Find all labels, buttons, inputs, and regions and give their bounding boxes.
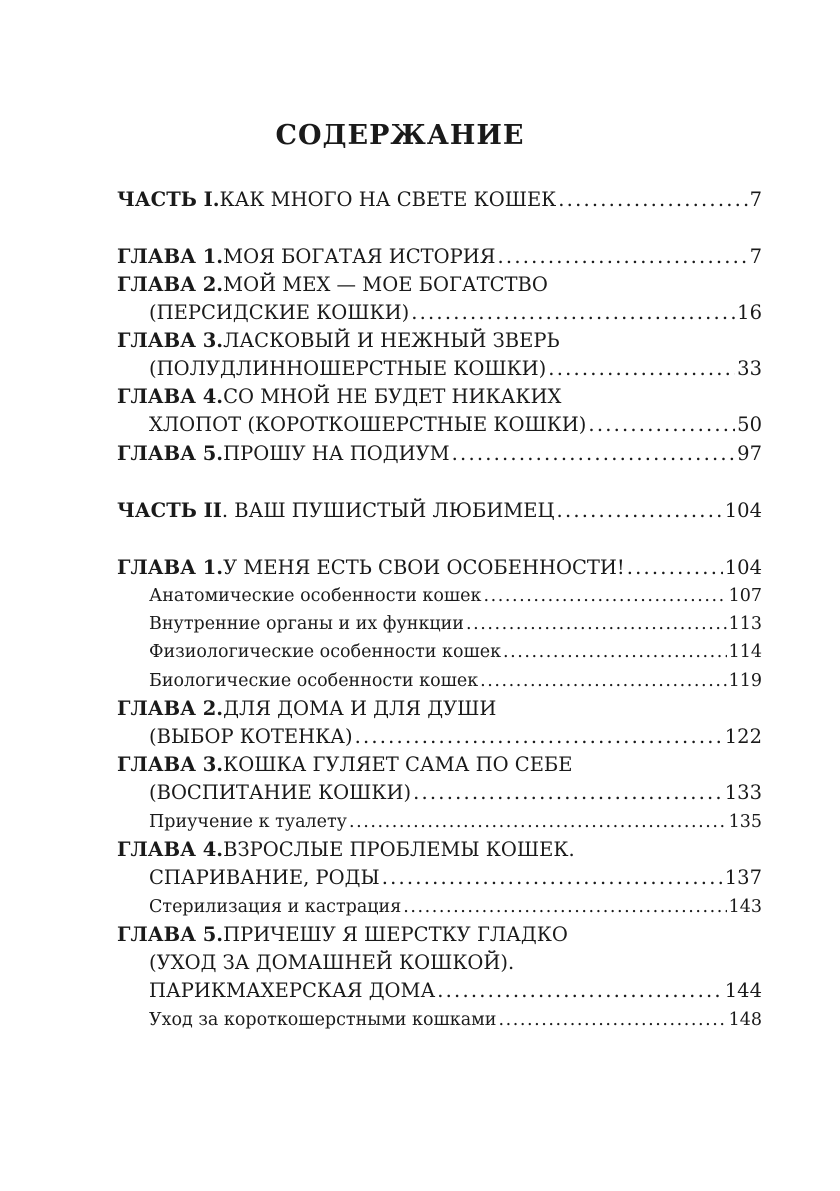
dot-leader (627, 554, 723, 582)
toc-chapter-2-3-cont[interactable] (149, 779, 762, 807)
toc-part-1[interactable] (117, 186, 762, 214)
dot-leader (413, 779, 723, 807)
dot-leader (349, 808, 727, 836)
toc-page-number: 119 (728, 671, 762, 691)
toc-chapter-2-5-cont[interactable] (149, 977, 762, 1005)
toc-text: ЛАСКОВЫЙ И НЕЖНЫЙ ЗВЕРЬ (223, 329, 560, 352)
toc-subsection[interactable] (149, 1006, 762, 1034)
toc-chapter-1-3-cont[interactable] (149, 355, 762, 383)
toc-page-number: 135 (728, 812, 762, 832)
toc-text: КОШКА ГУЛЯЕТ САМА ПО СЕБЕ (223, 753, 573, 776)
toc-page-number: 7 (749, 188, 762, 211)
toc-chapter-2-4-cont[interactable] (149, 864, 762, 892)
toc-text: (УХОД ЗА ДОМАШНЕЙ КОШКОЙ). (149, 951, 515, 974)
toc-text: ПРИЧЕШУ Я ШЕРСТКУ ГЛАДКО (223, 923, 568, 946)
toc-text: Биологические особенности кошек (149, 671, 479, 691)
toc-text: СО МНОЙ НЕ БУДЕТ НИКАКИХ (223, 385, 562, 408)
toc-label: ГЛАВА 1. (117, 245, 224, 268)
toc-chapter-2-2-cont[interactable] (149, 723, 762, 751)
toc-chapter-1-4-cont[interactable] (149, 411, 762, 439)
toc-subsection[interactable] (149, 893, 762, 921)
toc-chapter-1-2[interactable] (117, 271, 762, 299)
dot-leader (548, 355, 735, 383)
table-of-contents (117, 0, 762, 1191)
toc-text: МОЙ МЕХ — МОЕ БОГАТСТВО (223, 273, 548, 296)
dot-leader (498, 243, 748, 271)
toc-page-number: 97 (737, 442, 762, 465)
dot-leader (355, 723, 723, 751)
toc-page-number: 104 (724, 556, 762, 579)
toc-label: ГЛАВА 5. (117, 923, 224, 946)
dot-leader (411, 299, 735, 327)
dot-leader (437, 977, 723, 1005)
toc-subsection[interactable] (149, 610, 762, 638)
toc-text: ПАРИКМАХЕРСКАЯ ДОМА (149, 979, 436, 1002)
toc-text: ДЛЯ ДОМА И ДЛЯ ДУШИ (223, 697, 497, 720)
toc-text: ВЗРОСЛЫЕ ПРОБЛЕМЫ КОШЕК. (223, 838, 575, 861)
toc-label: ГЛАВА 2. (117, 273, 224, 296)
toc-label: ГЛАВА 3. (117, 753, 224, 776)
toc-chapter-1-1[interactable] (117, 243, 762, 271)
toc-subsection[interactable] (149, 582, 762, 610)
toc-text: . ВАШ ПУШИСТЫЙ ЛЮБИМЕЦ (221, 499, 555, 522)
toc-text: Приучение к туалету (149, 812, 347, 832)
toc-subsection[interactable] (149, 638, 762, 666)
toc-label: ГЛАВА 4. (117, 385, 224, 408)
toc-text: (ВЫБОР КОТЕНКА) (149, 725, 353, 748)
toc-text: Анатомические особенности кошек (149, 586, 482, 606)
dot-leader (403, 893, 726, 921)
toc-chapter-2-5[interactable] (117, 921, 762, 949)
toc-page-number: 33 (737, 357, 762, 380)
toc-text: СПАРИВАНИЕ, РОДЫ (149, 866, 380, 889)
toc-page-number: 7 (749, 245, 762, 268)
toc-label: ЧАСТЬ II (117, 499, 222, 522)
toc-text: ПРОШУ НА ПОДИУМ (223, 442, 450, 465)
toc-chapter-2-1[interactable] (117, 554, 762, 582)
toc-chapter-2-4[interactable] (117, 836, 762, 864)
toc-text: Внутренние органы и их функции (149, 614, 464, 634)
dot-leader (503, 638, 727, 666)
dot-leader (498, 1006, 726, 1034)
dot-leader (466, 610, 727, 638)
dot-leader (480, 667, 726, 695)
toc-label: ГЛАВА 3. (117, 329, 224, 352)
toc-page-number: 122 (724, 725, 762, 748)
toc-page-number: 113 (728, 614, 762, 634)
dot-leader (382, 864, 723, 892)
toc-page-number: 133 (724, 781, 762, 804)
toc-text: ХЛОПОТ (КОРОТКОШЕРСТНЫЕ КОШКИ) (149, 413, 587, 436)
toc-text: Физиологические особенности кошек (149, 642, 502, 662)
toc-label: ГЛАВА 1. (117, 556, 224, 579)
toc-text: Стерилизация и кастрация (149, 897, 402, 917)
toc-text: Уход за короткошерстными кошками (149, 1010, 497, 1030)
toc-label: ГЛАВА 4. (117, 838, 224, 861)
dot-leader (558, 186, 747, 214)
toc-text: (ПОЛУДЛИННОШЕРСТНЫЕ КОШКИ) (149, 357, 547, 380)
toc-chapter-1-3[interactable] (117, 327, 762, 355)
toc-chapter-1-4[interactable] (117, 383, 762, 411)
toc-page-number: 143 (728, 897, 762, 917)
dot-leader (557, 497, 723, 525)
toc-page-number: 104 (724, 499, 762, 522)
toc-page-number: 16 (737, 301, 762, 324)
toc-subsection[interactable] (149, 667, 762, 695)
toc-chapter-1-5[interactable] (117, 440, 762, 468)
dot-leader (452, 440, 736, 468)
toc-chapter-2-5-cont[interactable] (149, 949, 762, 977)
toc-page-number: 50 (737, 413, 762, 436)
toc-page-number: 144 (724, 979, 762, 1002)
dot-leader (588, 411, 735, 439)
dot-leader (483, 582, 726, 610)
toc-text: КАК МНОГО НА СВЕТЕ КОШЕК (219, 188, 557, 211)
toc-subsection[interactable] (149, 808, 762, 836)
toc-text: (ПЕРСИДСКИЕ КОШКИ) (149, 301, 410, 324)
toc-label: ГЛАВА 2. (117, 697, 224, 720)
toc-page-number: 114 (728, 642, 762, 662)
toc-label: ГЛАВА 5. (117, 442, 224, 465)
toc-chapter-2-2[interactable] (117, 695, 762, 723)
toc-chapter-1-2-cont[interactable] (149, 299, 762, 327)
page-title: СОДЕРЖАНИЕ (275, 120, 525, 151)
toc-part-2[interactable] (117, 497, 762, 525)
toc-page-number: 107 (728, 586, 762, 606)
toc-text: МОЯ БОГАТАЯ ИСТОРИЯ (223, 245, 496, 268)
toc-label: ЧАСТЬ I. (117, 188, 220, 211)
toc-page-number: 137 (724, 866, 762, 889)
toc-text: У МЕНЯ ЕСТЬ СВОИ ОСОБЕННОСТИ! (223, 556, 625, 579)
toc-text: (ВОСПИТАНИЕ КОШКИ) (149, 781, 412, 804)
toc-page-number: 148 (728, 1010, 762, 1030)
toc-chapter-2-3[interactable] (117, 751, 762, 779)
